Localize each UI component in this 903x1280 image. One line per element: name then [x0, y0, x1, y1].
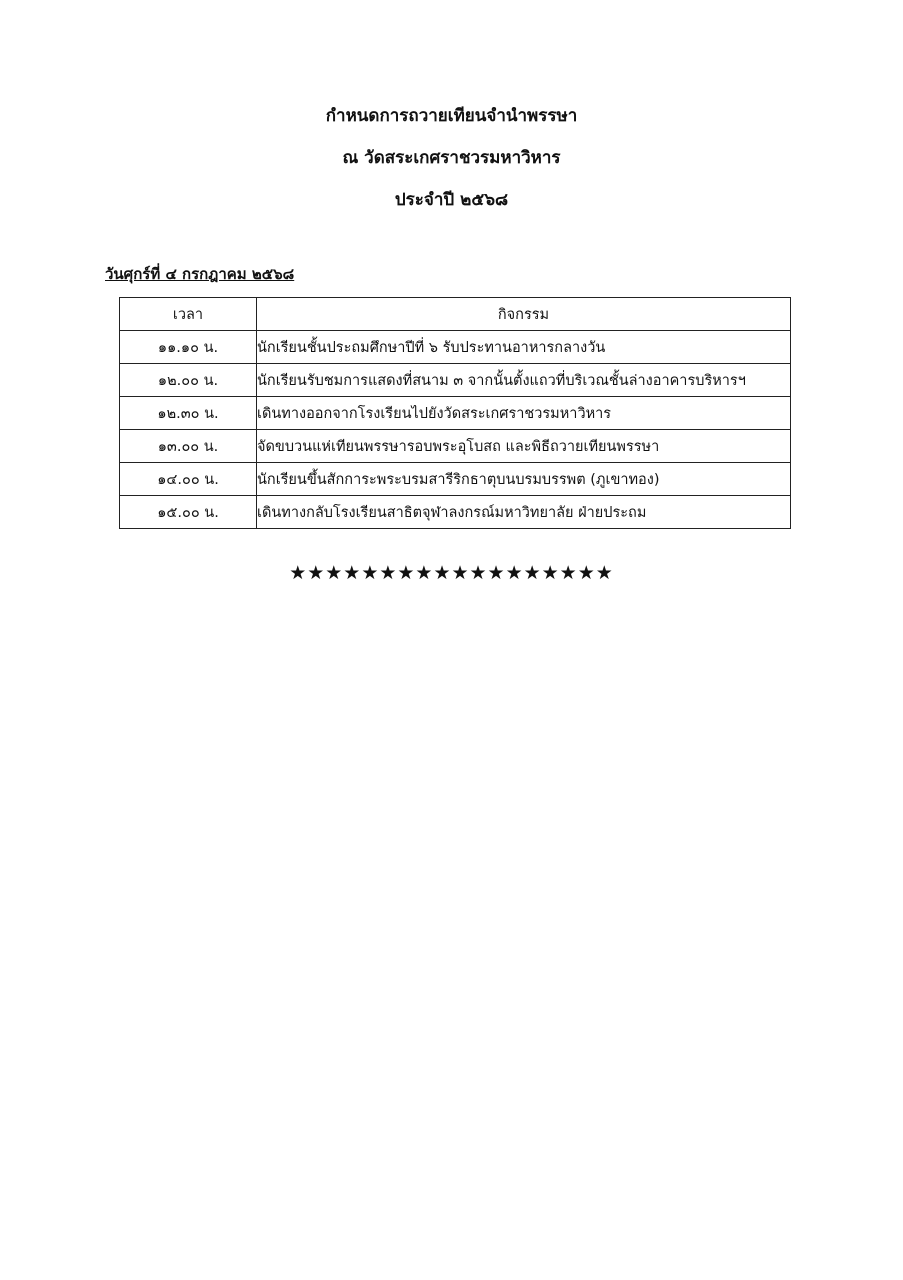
document-header — [0, 95, 903, 221]
table-header-row — [120, 298, 791, 331]
document-location: ณ วัดสระเกศราชวรมหาวิหาร — [342, 148, 561, 168]
activity-cell: เดินทางกลับโรงเรียนสาธิตจุฬาลงกรณ์มหาวิทยาลัย ฝ่ายประถม — [257, 496, 791, 529]
table-row — [120, 463, 791, 496]
time-cell: ๑๒.๐๐ น. — [120, 364, 257, 397]
time-cell: ๑๔.๐๐ น. — [120, 463, 257, 496]
activity-cell: เดินทางออกจากโรงเรียนไปยังวัดสระเกศราชวรมหาวิหาร — [257, 397, 791, 430]
column-header-activity: กิจกรรม — [257, 298, 791, 331]
table-row — [120, 430, 791, 463]
table-row — [120, 364, 791, 397]
time-cell: ๑๒.๓๐ น. — [120, 397, 257, 430]
schedule-table — [119, 297, 791, 529]
time-cell: ๑๕.๐๐ น. — [120, 496, 257, 529]
activity-cell: นักเรียนขึ้นสักการะพระบรมสารีริกธาตุบนบรมบรรพต (ภูเขาทอง) — [257, 463, 791, 496]
star-divider: ★★★★★★★★★★★★★★★★★★ — [289, 562, 614, 584]
table-row — [120, 397, 791, 430]
activity-cell: จัดขบวนแห่เทียนพรรษารอบพระอุโบสถ และพิธีถวายเทียนพรรษา — [257, 430, 791, 463]
time-cell: ๑๓.๐๐ น. — [120, 430, 257, 463]
activity-cell: นักเรียนรับชมการแสดงที่สนาม ๓ จากนั้นตั้งแถวที่บริเวณชั้นล่างอาคารบริหารฯ — [257, 364, 791, 397]
time-cell: ๑๑.๑๐ น. — [120, 331, 257, 364]
date-heading: วันศุกร์ที่ ๔ กรกฎาคม ๒๕๖๘ — [105, 265, 295, 283]
document-year: ประจำปี ๒๕๖๘ — [394, 190, 509, 210]
activity-cell: นักเรียนชั้นประถมศึกษาปีที่ ๖ รับประทานอาหารกลางวัน — [257, 331, 791, 364]
document-title: กำหนดการถวายเทียนจำนำพรรษา — [325, 106, 578, 126]
table-row — [120, 331, 791, 364]
table-row — [120, 496, 791, 529]
column-header-time: เวลา — [120, 298, 257, 331]
